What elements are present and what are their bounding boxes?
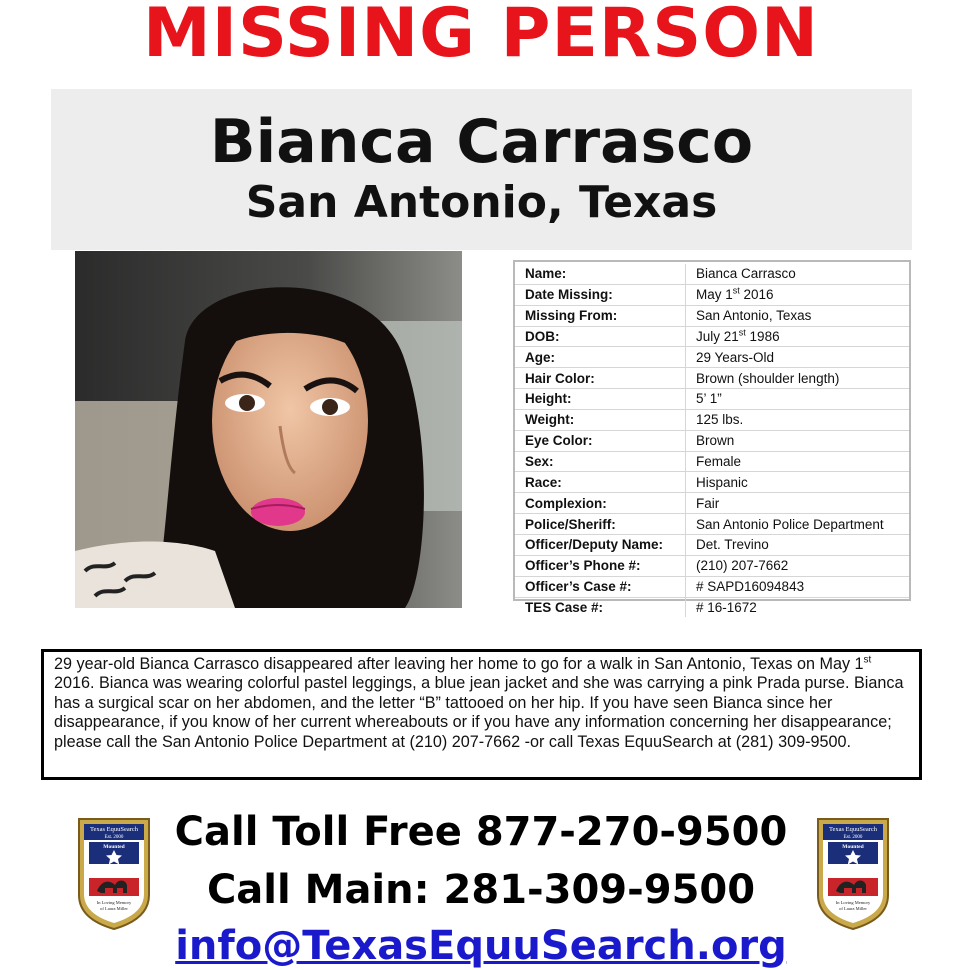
portrait-image bbox=[75, 251, 462, 608]
details-label: Weight: bbox=[515, 409, 686, 430]
details-value: Brown (shoulder length) bbox=[686, 368, 910, 389]
name-banner bbox=[51, 89, 912, 250]
details-row bbox=[515, 368, 909, 389]
person-location: San Antonio, Texas bbox=[245, 177, 718, 228]
details-value: Hispanic bbox=[686, 472, 910, 493]
details-label: Race: bbox=[515, 472, 686, 493]
details-label: Officer’s Case #: bbox=[515, 576, 686, 597]
details-row bbox=[515, 576, 909, 597]
details-value bbox=[686, 284, 910, 305]
details-value: (210) 207-7662 bbox=[686, 555, 910, 576]
details-label: TES Case #: bbox=[515, 597, 686, 617]
details-label: Height: bbox=[515, 389, 686, 410]
details-row bbox=[515, 326, 909, 347]
badge-emblem-icon bbox=[75, 815, 153, 931]
details-row bbox=[515, 264, 909, 284]
details-value: San Antonio, Texas bbox=[686, 305, 910, 326]
person-photo bbox=[75, 251, 462, 608]
details-value: # SAPD16094843 bbox=[686, 576, 910, 597]
badge-of-text: of Laura Miller bbox=[100, 906, 128, 911]
description-text-1: 29 year-old Bianca Carrasco disappeared after leaving her home to go for a walk in San Antonio, Texas on May 1 bbox=[54, 655, 864, 673]
details-row bbox=[515, 472, 909, 493]
person-name: Bianca Carrasco bbox=[209, 107, 754, 177]
details-table bbox=[513, 260, 911, 615]
headline: MISSING PERSON bbox=[143, 0, 819, 73]
details-row bbox=[515, 430, 909, 451]
details-value bbox=[686, 326, 910, 347]
badge-mounted-text: Mounted bbox=[842, 844, 864, 850]
texas-equusearch-badge-right bbox=[814, 815, 892, 931]
details-row bbox=[515, 409, 909, 430]
details-label: Age: bbox=[515, 347, 686, 368]
badge-est-text: Est. 2000 bbox=[104, 835, 124, 840]
details-value: Fair bbox=[686, 493, 910, 514]
toll-free-number: Call Toll Free 877-270-9500 bbox=[174, 809, 788, 855]
details-label: Date Missing: bbox=[515, 284, 686, 305]
badge-top-text: Texas EquuSearch bbox=[828, 826, 878, 833]
details-value-ordinal: st bbox=[738, 327, 746, 338]
details-row bbox=[515, 305, 909, 326]
details-value: Brown bbox=[686, 430, 910, 451]
details-label: Officer/Deputy Name: bbox=[515, 534, 686, 555]
details-label: Missing From: bbox=[515, 305, 686, 326]
details-value: San Antonio Police Department bbox=[686, 514, 910, 535]
details-value: Bianca Carrasco bbox=[686, 264, 910, 284]
details-row bbox=[515, 514, 909, 535]
details-label: Sex: bbox=[515, 451, 686, 472]
details-row bbox=[515, 597, 909, 617]
details-value-text: May 1 bbox=[696, 287, 733, 303]
details-value: Female bbox=[686, 451, 910, 472]
details-value: Det. Trevino bbox=[686, 534, 910, 555]
texas-equusearch-badge-left bbox=[75, 815, 153, 931]
details-row bbox=[515, 451, 909, 472]
badge-mounted-text: Mounted bbox=[103, 844, 125, 850]
details-label: Officer’s Phone #: bbox=[515, 555, 686, 576]
details-row bbox=[515, 555, 909, 576]
badge-memory-text: In Loving Memory bbox=[96, 900, 132, 905]
details-value-ordinal: st bbox=[732, 285, 740, 296]
details-row bbox=[515, 389, 909, 410]
details-label: Name: bbox=[525, 266, 567, 282]
main-number: Call Main: 281-309-9500 bbox=[206, 867, 756, 913]
details-row bbox=[515, 284, 909, 305]
details-value-year: 2016 bbox=[739, 287, 774, 303]
contact-email-link[interactable]: info@TexasEquuSearch.org bbox=[175, 923, 787, 969]
details-label: DOB: bbox=[515, 326, 686, 347]
details-label: Police/Sheriff: bbox=[515, 514, 686, 535]
details-label: Hair Color: bbox=[515, 368, 686, 389]
details-row bbox=[515, 534, 909, 555]
details-value-text: July 21 bbox=[696, 328, 739, 344]
badge-est-text: Est. 2000 bbox=[843, 835, 863, 840]
description-ordinal: st bbox=[863, 654, 872, 666]
badge-top-text: Texas EquuSearch bbox=[89, 826, 139, 833]
details-label: Eye Color: bbox=[515, 430, 686, 451]
details-row bbox=[515, 493, 909, 514]
badge-of-text: of Laura Miller bbox=[839, 906, 867, 911]
details-value: # 16-1672 bbox=[686, 597, 910, 617]
badge-emblem-icon bbox=[814, 815, 892, 931]
details-value: 5’ 1” bbox=[686, 389, 910, 410]
details-value: 29 Years-Old bbox=[686, 347, 910, 368]
details-value: 125 lbs. bbox=[686, 409, 910, 430]
badge-memory-text: In Loving Memory bbox=[835, 900, 871, 905]
details-label: Complexion: bbox=[515, 493, 686, 514]
details-row bbox=[515, 347, 909, 368]
description-box bbox=[41, 649, 922, 780]
description-text-2: 2016. Bianca was wearing colorful pastel leggings, a blue jean jacket and she was carrying a pink Prada purse. Bianca has a surgical scar on her abdomen, and the letter “B” tattooed on her hip. If you have seen Bianca since her disappearance, if you know of her current whereabouts or if you have any information concerning her disappearance; please call the San Antonio Police Department at (210) 207-7662 -or call Texas EquuSearch at (281) 309-9500. bbox=[54, 674, 904, 751]
details-value-year: 1986 bbox=[745, 328, 780, 344]
